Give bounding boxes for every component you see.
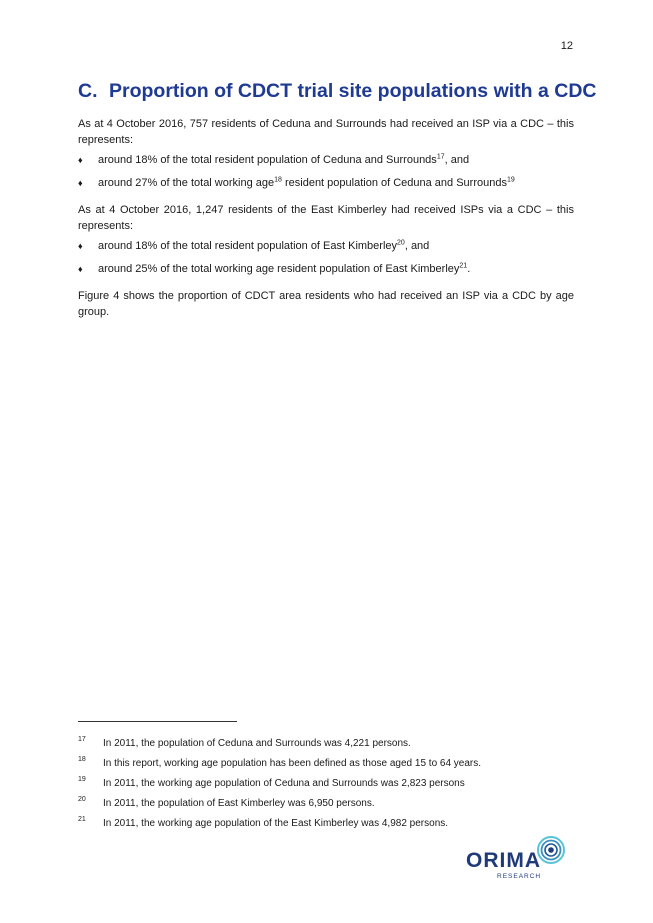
footnote-text: In 2011, the working age population of the East Kimberley was 4,982 persons. bbox=[103, 818, 449, 829]
figure-reference-paragraph: Figure 4 shows the proportion of CDCT area residents who had received an ISP via a CDC by age group. bbox=[78, 290, 574, 318]
footnote-ref: 18 bbox=[274, 176, 282, 184]
footnote-text: In this report, working age population has been defined as those aged 15 to 64 years. bbox=[103, 758, 482, 769]
footnote-text: In 2011, the working age population of Ceduna and Surrounds was 2,823 persons bbox=[103, 778, 465, 789]
section-heading bbox=[78, 80, 597, 103]
bullet-diamond-icon: ♦ bbox=[78, 178, 83, 188]
bullet-tail: , and bbox=[444, 154, 470, 166]
footnote-ref: 21 bbox=[459, 262, 468, 270]
footnote-number: 17 bbox=[78, 736, 86, 743]
bullet-tail: . bbox=[467, 263, 471, 275]
bullet-text: around 25% of the total working age resident population of East Kimberley bbox=[98, 263, 460, 275]
footnote-ref: 17 bbox=[436, 153, 445, 161]
footnote-ref: 19 bbox=[506, 176, 515, 184]
footnote-text: In 2011, the population of East Kimberley was 6,950 persons. bbox=[103, 798, 375, 809]
footnote-number: 20 bbox=[78, 796, 86, 803]
section-letter: C. bbox=[78, 80, 98, 102]
bullet-text: around 27% of the total working age bbox=[98, 177, 275, 189]
bullet-tail: , and bbox=[404, 240, 430, 252]
orima-logo bbox=[466, 835, 570, 883]
footnote-number: 21 bbox=[78, 816, 86, 823]
footnote-ref: 20 bbox=[397, 239, 405, 247]
footnote-text: In 2011, the population of Ceduna and Surrounds was 4,221 persons. bbox=[103, 738, 411, 749]
bullet-diamond-icon: ♦ bbox=[78, 155, 83, 165]
page-number: 12 bbox=[560, 40, 573, 52]
logo-wordmark: ORIMA bbox=[466, 849, 541, 872]
bullet-diamond-icon: ♦ bbox=[78, 264, 83, 274]
section-title: Proportion of CDCT trial site populations with a CDC bbox=[109, 80, 597, 102]
bullet-diamond-icon: ♦ bbox=[78, 241, 83, 251]
kimberley-intro-paragraph: As at 4 October 2016, 1,247 residents of the East Kimberley had received ISPs via a CDC – this represents: bbox=[78, 204, 574, 232]
bullet-text: resident population of Ceduna and Surrounds bbox=[281, 177, 507, 189]
footnote-number: 18 bbox=[78, 756, 86, 763]
footnote-number: 19 bbox=[78, 776, 86, 783]
bullet-text: around 18% of the total resident population of Ceduna and Surrounds bbox=[98, 154, 437, 166]
bullet-text: around 18% of the total resident population of East Kimberley bbox=[98, 240, 398, 252]
logo-subtitle: RESEARCH bbox=[497, 873, 542, 880]
ceduna-intro-paragraph: As at 4 October 2016, 757 residents of Ceduna and Surrounds had received an ISP via a CDC – this represents: bbox=[78, 118, 574, 146]
footnote-divider bbox=[78, 721, 237, 722]
